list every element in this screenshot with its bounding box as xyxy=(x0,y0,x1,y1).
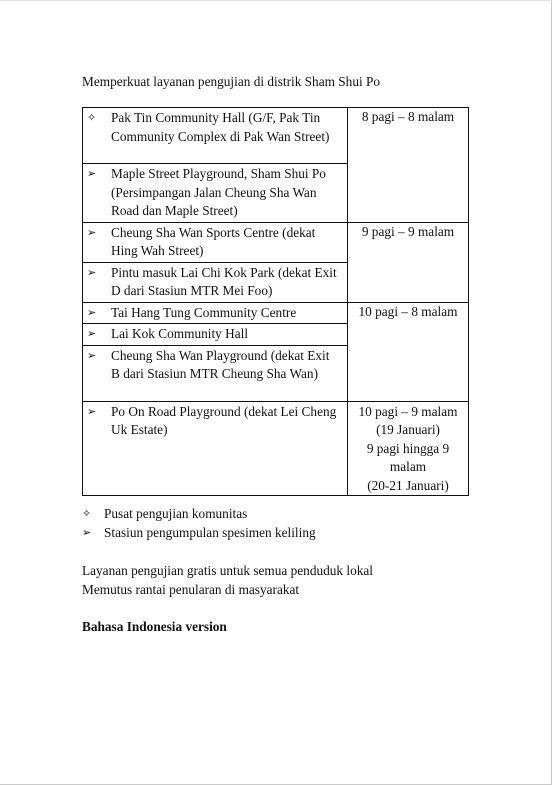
list-item xyxy=(83,263,347,302)
schedule-table xyxy=(82,107,469,496)
time-line: 9 pagi hingga 9 malam xyxy=(366,440,450,474)
location-name: Lai Kok Community Hall xyxy=(111,326,249,341)
table-row xyxy=(83,401,469,496)
list-item xyxy=(83,164,347,222)
table-row xyxy=(83,222,469,262)
legend-item xyxy=(82,505,316,524)
location-cell xyxy=(83,345,348,401)
mobile-bullet-icon: ➢ xyxy=(87,167,97,180)
mobile-bullet-icon: ➢ xyxy=(82,525,92,539)
time-line: 10 pagi – 9 malam xyxy=(358,403,458,419)
community-bullet-icon: ✧ xyxy=(82,507,92,520)
location-cell xyxy=(83,262,348,302)
location-name: Cheung Sha Wan Playground (dekat Exit B dari Stasiun MTR Cheung Sha Wan) xyxy=(111,347,330,381)
table-row xyxy=(83,108,469,164)
time-cell xyxy=(348,401,469,496)
list-item xyxy=(83,303,347,324)
time-cell: 8 pagi – 8 malam xyxy=(348,108,469,223)
location-name: Pak Tin Community Hall (G/F, Pak Tin Community Complex di Pak Wan Street) xyxy=(111,110,330,144)
location-name: Po On Road Playground (dekat Lei Cheng Uk Estate) xyxy=(111,403,337,437)
legend xyxy=(82,505,316,542)
mobile-bullet-icon: ➢ xyxy=(87,327,97,340)
version-label: Bahasa Indonesia version xyxy=(82,619,227,634)
legend-item xyxy=(82,524,316,543)
intro-text: Memperkuat layanan pengujian di distrik Sham Shui Po xyxy=(82,74,381,89)
mobile-bullet-icon: ➢ xyxy=(87,348,97,362)
slogan-line: Layanan pengujian gratis untuk semua penduduk lokal xyxy=(82,563,373,578)
location-name: Maple Street Playground, Sham Shui Po (Persimpangan Jalan Cheung Sha Wan Road dan Maple Street) xyxy=(111,166,326,218)
location-name: Cheung Sha Wan Sports Centre (dekat Hing Wah Street) xyxy=(111,224,316,258)
location-cell xyxy=(83,108,348,164)
mobile-bullet-icon: ➢ xyxy=(87,225,97,239)
table-row xyxy=(83,302,469,324)
location-cell xyxy=(83,302,348,324)
list-item xyxy=(83,223,347,262)
location-cell xyxy=(83,401,348,496)
list-item xyxy=(83,346,347,385)
list-item xyxy=(83,402,347,441)
legend-label: Stasiun pengumpulan spesimen keliling xyxy=(104,524,316,540)
time-line: (19 Januari) xyxy=(376,422,440,437)
slogan-line: Memutus rantai penularan di masyarakat xyxy=(82,581,300,597)
location-name: Pintu masuk Lai Chi Kok Park (dekat Exit D dari Stasiun MTR Mei Foo) xyxy=(111,264,337,298)
mobile-bullet-icon: ➢ xyxy=(87,404,97,418)
location-name: Tai Hang Tung Community Centre xyxy=(111,304,297,320)
list-item xyxy=(83,324,347,345)
time-line: (20-21 Januari) xyxy=(367,477,449,493)
location-cell xyxy=(83,324,348,346)
mobile-bullet-icon: ➢ xyxy=(87,265,97,279)
slogan xyxy=(82,562,373,599)
community-bullet-icon: ✧ xyxy=(87,111,97,124)
time-cell: 10 pagi – 8 malam xyxy=(348,302,469,401)
legend-label: Pusat pengujian komunitas xyxy=(104,506,248,521)
location-cell xyxy=(83,222,348,262)
mobile-bullet-icon: ➢ xyxy=(87,305,97,319)
time-cell: 9 pagi – 9 malam xyxy=(348,222,469,302)
location-cell xyxy=(83,164,348,223)
list-item xyxy=(83,108,347,147)
